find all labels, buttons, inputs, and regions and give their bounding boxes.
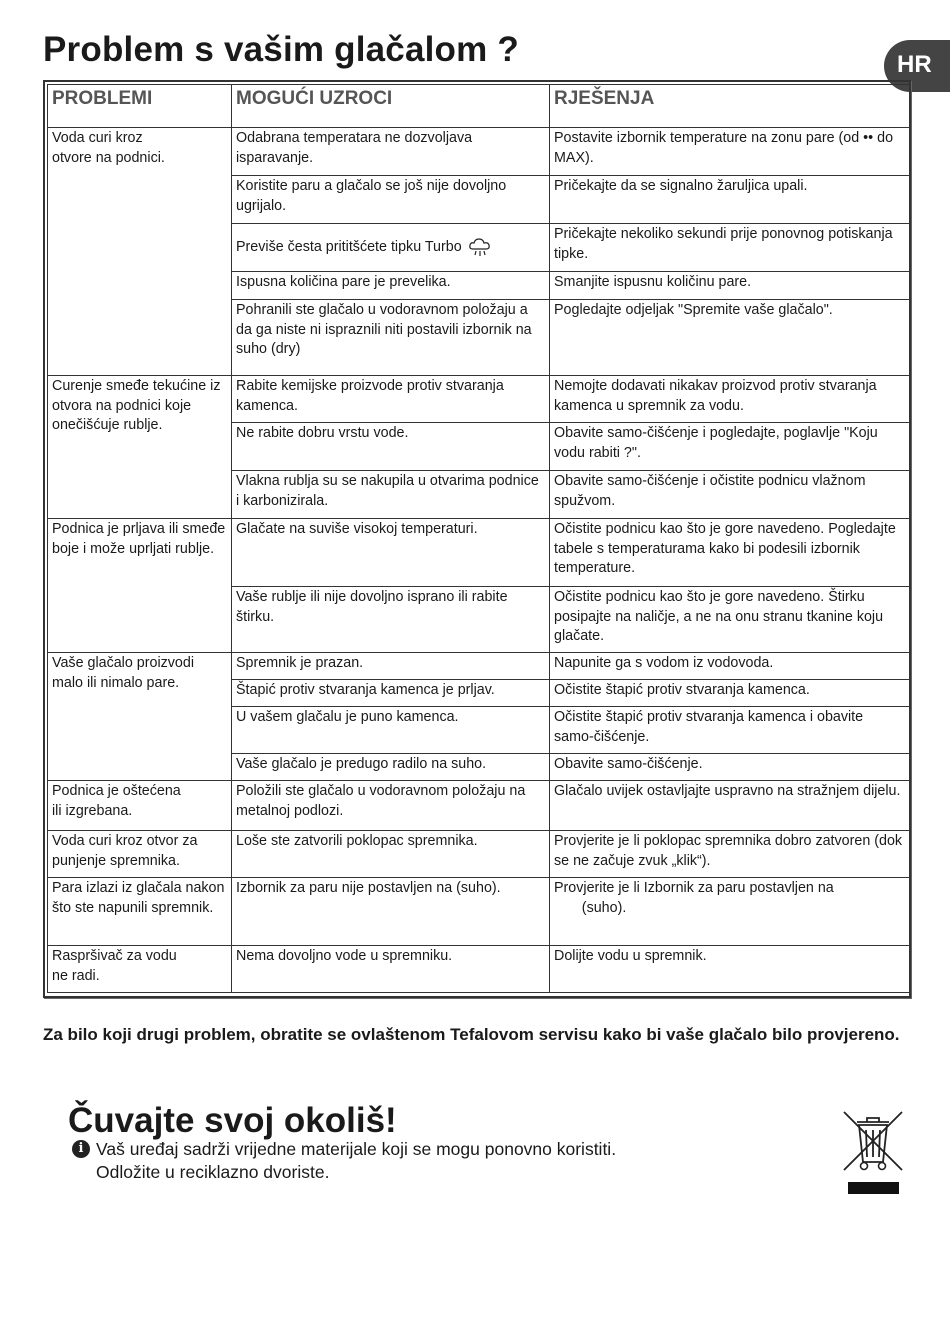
table-row	[48, 519, 910, 587]
solution-cell: Očistite podnicu kao što je gore navedeno. Pogledajte tabele s temperaturama kako bi podesili izbornik temperature.	[550, 519, 910, 587]
environment-line-1: Vaš uređaj sadrži vrijedne materijale koji se mogu ponovno koristiti.	[96, 1139, 617, 1159]
table-header-row	[48, 85, 910, 128]
cause-text: Previše česta prititšćete tipku Turbo	[236, 238, 462, 255]
solution-cell: Pogledajte odjeljak "Spremite vaše glačalo".	[550, 300, 910, 376]
troubleshooting-table	[47, 84, 910, 993]
cause-cell: Rabite kemijske proizvode protiv stvaranja kamenca.	[232, 376, 550, 423]
header-solutions: RJEŠENJA	[550, 85, 910, 128]
cause-cell: Ne rabite dobru vrstu vode.	[232, 423, 550, 471]
cause-cell: Spremnik je prazan.	[232, 653, 550, 680]
table-row	[48, 831, 910, 878]
solution-cell: Glačalo uvijek ostavljajte uspravno na stražnjem dijelu.	[550, 781, 910, 831]
header-causes: MOGUĆI UZROCI	[232, 85, 550, 128]
problem-cell: Raspršivač za vodu ne radi.	[48, 946, 232, 993]
cause-cell: Loše ste zatvorili poklopac spremnika.	[232, 831, 550, 878]
table-row	[48, 376, 910, 423]
problem-cell: Podnica je oštećena ili izgrebana.	[48, 781, 232, 831]
cause-cell: Položili ste glačalo u vodoravnom položaju na metalnoj podlozi.	[232, 781, 550, 831]
solution-cell: Smanjite ispusnu količinu pare.	[550, 272, 910, 300]
solution-cell: Obavite samo-čišćenje i pogledajte, poglavlje "Koju vodu rabiti ?".	[550, 423, 910, 471]
cause-cell: Izbornik za paru nije postavljen na (suho).	[232, 878, 550, 946]
language-tab-label: HR	[897, 51, 932, 78]
table-row	[48, 946, 910, 993]
troubleshooting-table-frame	[43, 80, 911, 998]
problem-cell: Para izlazi iz glačala nakon što ste napunili spremnik.	[48, 878, 232, 946]
problem-cell: Curenje smeđe tekućine iz otvora na podnici koje onečišćuje rublje.	[48, 376, 232, 519]
cause-cell: U vašem glačalu je puno kamenca.	[232, 707, 550, 754]
cause-cell: Ispusna količina pare je prevelika.	[232, 272, 550, 300]
environment-title: Čuvajte svoj okoliš!	[68, 1101, 397, 1140]
service-note: Za bilo koji drugi problem, obratite se ovlaštenom Tefalovom servisu kako bi vaše glačalo bilo provjereno.	[43, 1025, 900, 1044]
solution-cell: Postavite izbornik temperature na zonu pare (od •• do MAX).	[550, 128, 910, 176]
header-problems: PROBLEMI	[48, 85, 232, 128]
solution-cell: Očistite štapić protiv stvaranja kamenca i obavite samo-čišćenje.	[550, 707, 910, 754]
cause-cell: Glačate na suviše visokoj temperaturi.	[232, 519, 550, 587]
problem-cell: Vaše glačalo proizvodi malo ili nimalo pare.	[48, 653, 232, 781]
cause-cell: Nema dovoljno vode u spremniku.	[232, 946, 550, 993]
table-row	[48, 128, 910, 176]
solution-cell: Pričekajte da se signalno žaruljica upali.	[550, 176, 910, 224]
problem-cell	[48, 128, 232, 376]
steam-turbo-icon	[468, 237, 492, 257]
solution-cell: Obavite samo-čišćenje.	[550, 754, 910, 781]
solution-cell: Pričekajte nekoliko sekundi prije ponovnog potiskanja tipke.	[550, 224, 910, 272]
solution-cell: Provjerite je li poklopac spremnika dobro zatvoren (dok se ne začuje zvuk „klik“).	[550, 831, 910, 878]
cause-cell: Štapić protiv stvaranja kamenca je prljav.	[232, 680, 550, 707]
cause-cell: Vaše rublje ili nije dovoljno isprano ili rabite štirku.	[232, 587, 550, 653]
crossed-out-wheelie-bin-icon	[840, 1108, 906, 1198]
solution-cell: Obavite samo-čišćenje i očistite podnicu vlažnom spužvom.	[550, 471, 910, 519]
solution-cell: Nemojte dodavati nikakav proizvod protiv stvaranja kamenca u spremnik za vodu.	[550, 376, 910, 423]
cause-cell: Vaše glačalo je predugo radilo na suho.	[232, 754, 550, 781]
table-row	[48, 878, 910, 946]
solution-cell: Očistite štapić protiv stvaranja kamenca.	[550, 680, 910, 707]
cause-cell: Odabrana temperatara ne dozvoljava isparavanje.	[232, 128, 550, 176]
problem-text: Voda curi kroz otvore na podnici.	[52, 130, 165, 166]
solution-cell: Dolijte vodu u spremnik.	[550, 946, 910, 993]
table-row	[48, 781, 910, 831]
solution-cell: Provjerite je li Izbornik za paru postavljen na (suho).	[550, 878, 910, 946]
environment-text	[96, 1138, 616, 1184]
page-title: Problem s vašim glačalom ?	[43, 30, 519, 69]
cause-cell: Koristite paru a glačalo se još nije dovoljno ugrijalo.	[232, 176, 550, 224]
info-icon: i	[72, 1140, 90, 1158]
problem-cell: Voda curi kroz otvor za punjenje spremnika.	[48, 831, 232, 878]
solution-cell: Očistite podnicu kao što je gore navedeno. Štirku posipajte na naličje, a ne na onu stranu tkanine koju glačate.	[550, 587, 910, 653]
cause-cell: Pohranili ste glačalo u vodoravnom položaju a da ga niste ni ispraznili niti postavili izbornik na suho (dry)	[232, 300, 550, 376]
cause-cell: Vlakna rublja su se nakupila u otvarima podnice i karbonizirala.	[232, 471, 550, 519]
cause-cell	[232, 224, 550, 272]
solution-cell: Napunite ga s vodom iz vodovoda.	[550, 653, 910, 680]
environment-line-2: Odložite u reciklazno dvoriste.	[96, 1162, 330, 1182]
problem-cell: Podnica je prljava ili smeđe boje i može uprljati rublje.	[48, 519, 232, 653]
table-row	[48, 653, 910, 680]
